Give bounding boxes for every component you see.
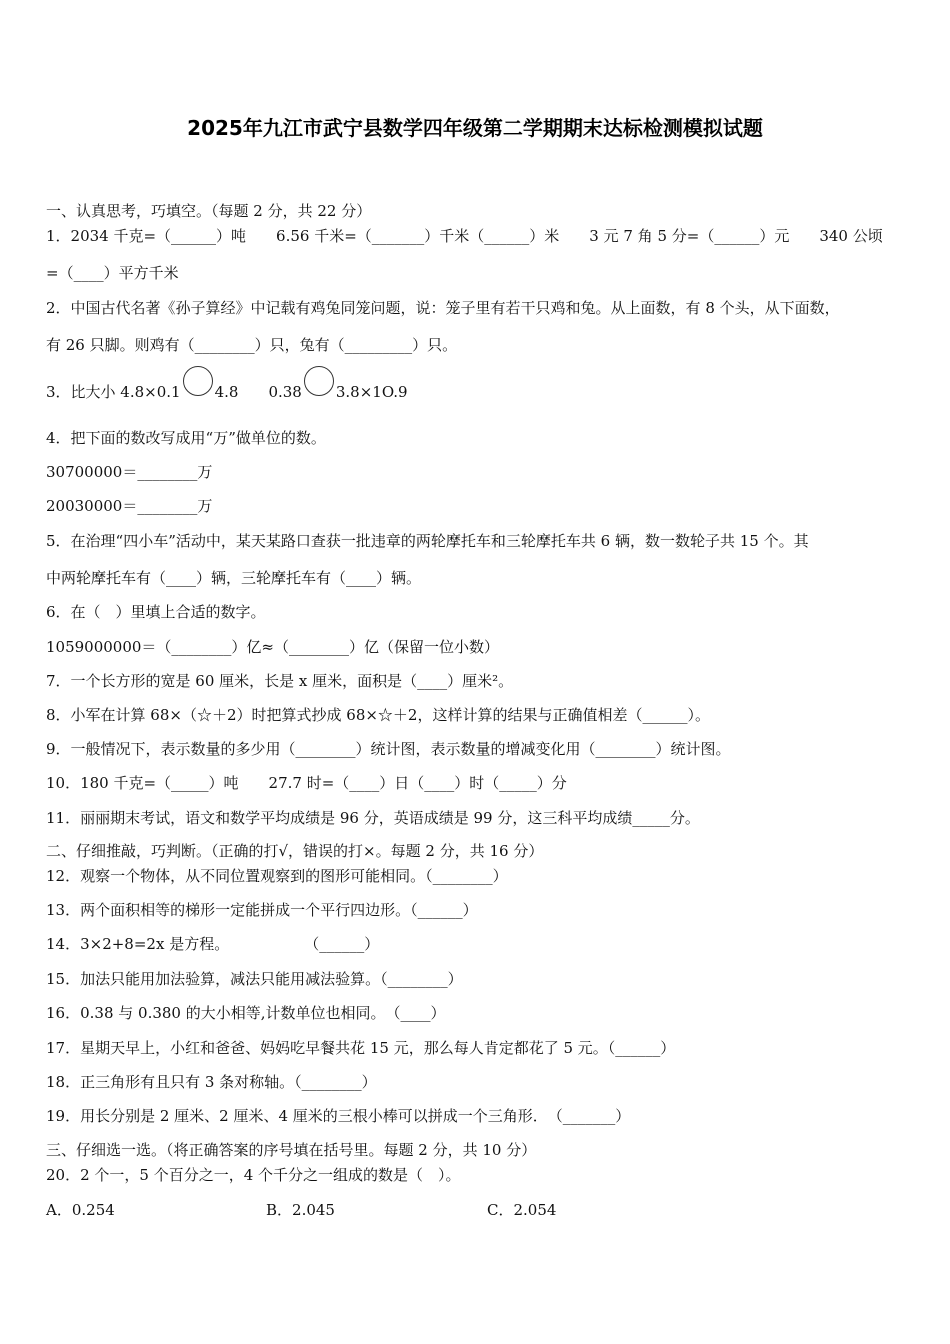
question-16: 16．0.38 与 0.380 的大小相等,计数单位也相同。 （____）: [46, 1004, 446, 1022]
section-2-heading: 二、仔细推敲，巧判断。（正确的打√，错误的打×。每题 2 分，共 16 分）: [46, 842, 544, 860]
question-9: 9．一般情况下，表示数量的多少用（________）统计图，表示数量的增减变化用（________）统计图。: [46, 740, 731, 758]
page-title: 2025年九江市武宁县数学四年级第二学期期末达标检测模拟试题: [187, 116, 763, 140]
question-17: 17．星期天早上，小红和爸爸、妈妈吃早餐共花 15 元，那么每人肯定都花了 5 元。（______）: [46, 1039, 676, 1057]
question-3-suffix: 3.8×1O.9: [335, 383, 408, 401]
option-a[interactable]: A．0.254: [46, 1201, 115, 1219]
question-15: 15．加法只能用加法验算，减法只能用减法验算。（________）: [46, 970, 463, 988]
question-1-line-1: 1．2034 千克=（______）吨 6.56 千米=（_______）千米（______）米 3 元 7 角 5 分=（______）元 340 公顷: [46, 227, 883, 245]
question-13: 13．两个面积相等的梯形一定能拼成一个平行四边形。（______）: [46, 901, 478, 919]
question-6-item: 1059000000＝（________）亿≈（________）亿（保留一位小数）: [46, 638, 500, 656]
option-b[interactable]: B．2.045: [266, 1201, 335, 1219]
question-4-item-1: 30700000＝________万: [46, 463, 213, 481]
question-14: 14．3×2+8=2x 是方程。 （______）: [46, 935, 380, 953]
question-1-line-2: =（____）平方千米: [46, 264, 179, 282]
question-3-middle: 4.8 0.38: [214, 383, 302, 401]
question-3: [46, 364, 906, 402]
option-c[interactable]: C．2.054: [487, 1201, 557, 1219]
compare-circle-1[interactable]: [183, 366, 213, 396]
question-12: 12．观察一个物体，从不同位置观察到的图形可能相同。（________）: [46, 867, 508, 885]
question-7: 7．一个长方形的宽是 60 厘米，长是 x 厘米，面积是（____）厘米²。: [46, 672, 514, 690]
question-18: 18．正三角形有且只有 3 条对称轴。（________）: [46, 1073, 377, 1091]
question-11: 11．丽丽期末考试，语文和数学平均成绩是 96 分，英语成绩是 99 分，这三科平均成绩_____分。: [46, 809, 700, 827]
question-4-item-2: 20030000＝________万: [46, 497, 213, 515]
question-6: 6．在（ ）里填上合适的数字。: [46, 603, 266, 621]
question-2-line-1: 2．中国古代名著《孙子算经》中记载有鸡兔同笼问题，说：笼子里有若干只鸡和兔。从上面数，有 8 个头，从下面数，: [46, 299, 840, 317]
section-1-heading: 一、认真思考，巧填空。（每题 2 分，共 22 分）: [46, 202, 372, 220]
compare-circle-2[interactable]: [304, 366, 334, 396]
question-8: 8．小军在计算 68×（☆＋2）时把算式抄成 68×☆＋2，这样计算的结果与正确值相差（______）。: [46, 706, 710, 724]
question-10: 10．180 千克=（_____）吨 27.7 时=（____）日（____）时（_____）分: [46, 774, 567, 792]
question-5-line-1: 5．在治理“四小车”活动中，某天某路口查获一批违章的两轮摩托车和三轮摩托车共 6 辆，数一数轮子共 15 个。其: [46, 532, 809, 550]
question-5-line-2: 中两轮摩托车有（____）辆，三轮摩托车有（____）辆。: [46, 569, 422, 587]
question-3-prefix: 3．比大小 4.8×0.1: [46, 383, 181, 401]
question-19: 19．用长分别是 2 厘米、2 厘米、4 厘米的三根小棒可以拼成一个三角形． （_______）: [46, 1107, 631, 1125]
question-20: 20．2 个一，5 个百分之一，4 个千分之一组成的数是（ ）。: [46, 1166, 461, 1184]
question-2-line-2: 有 26 只脚。则鸡有（________）只，兔有（_________）只。: [46, 336, 458, 354]
question-4: 4．把下面的数改写成用“万”做单位的数。: [46, 429, 326, 447]
section-3-heading: 三、仔细选一选。（将正确答案的序号填在括号里。每题 2 分，共 10 分）: [46, 1141, 537, 1159]
